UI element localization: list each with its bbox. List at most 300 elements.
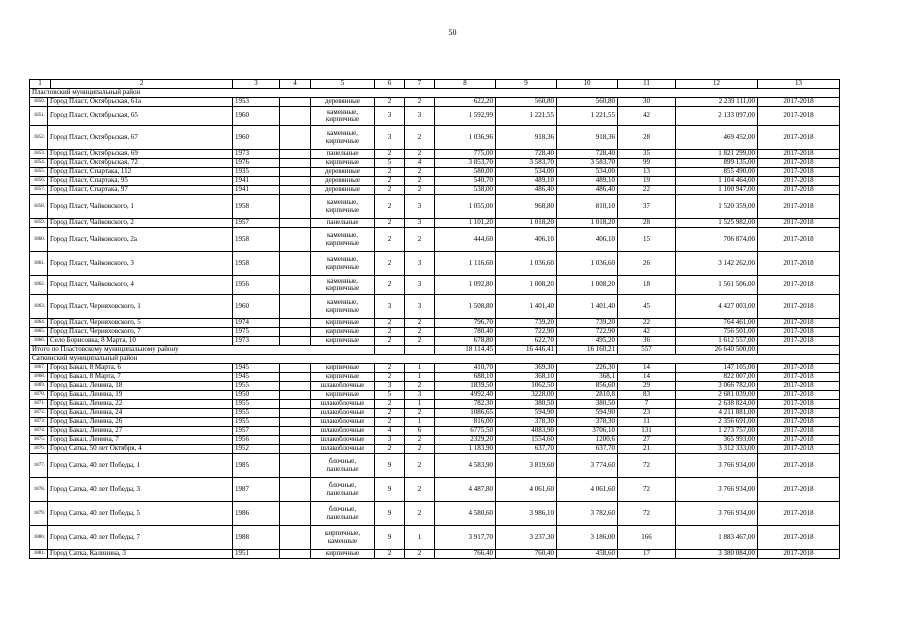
cell-period: 2017-2018 [758,502,840,526]
cell-period: 2017-2018 [758,427,840,436]
cell-living-area: 3 819,60 [496,454,557,478]
cell-period: 2017-2018 [758,195,840,219]
cell-floors: 3 [375,126,405,150]
cell-total-area: 3 853,70 [435,159,496,168]
table-row [30,478,840,502]
cell-cost: 1 520 359,00 [676,195,758,219]
cell-living-area: 4 061,60 [496,478,557,502]
cell-wall-material: блочные, панельные [311,454,375,478]
table-row [30,177,840,186]
cell-owned-area: 1 401,40 [557,295,618,319]
cell-col4 [280,337,311,346]
cell-owned-area: 368,1 [557,373,618,382]
cell-cost: 3 066 782,00 [676,382,758,391]
cell-floors: 5 [375,159,405,168]
cell-cost: 3 142 262,00 [676,252,758,276]
cell-row-number: 1868. [30,373,48,382]
cell-floors: 9 [375,478,405,502]
cell-cost: 822 007,00 [676,373,758,382]
table-row [30,526,840,550]
cell-residents: 28 [618,219,676,228]
table-row [30,364,840,373]
cell-entrances: 3 [405,219,435,228]
cell-year: 1958 [233,228,280,252]
table-row [30,400,840,409]
cell-address: Город Бакал, Ленина, 26 [48,418,233,427]
cell-period: 2017-2018 [758,168,840,177]
cell-year: 1957 [233,427,280,436]
cell-year: 1953 [233,98,280,107]
cell-cost: 855 490,00 [676,168,758,177]
cell-residents: 14 [618,364,676,373]
cell-living-area: 16 446,41 [496,346,557,355]
cell-row-number: 1872. [30,409,48,418]
cell-wall-material: шлакоблочные [311,436,375,445]
cell-period: 2017-2018 [758,337,840,346]
cell-floors: 2 [375,177,405,186]
cell-living-area: 489,10 [496,177,557,186]
cell-period: 2017-2018 [758,150,840,159]
section-title: Пластовский муниципальный район [30,89,840,98]
cell-residents: 36 [618,337,676,346]
cell-living-area: 3 237,30 [496,526,557,550]
cell-wall-material: шлакоблочные [311,382,375,391]
cell-residents: 29 [618,382,676,391]
cell-residents: 21 [618,445,676,454]
cell-wall-material: шлакоблочные [311,427,375,436]
cell-owned-area: 1 036,60 [557,252,618,276]
cell-cost: 1 821 299,00 [676,150,758,159]
cell-total-area: 780,40 [435,328,496,337]
cell-cost: 3 766 934,00 [676,502,758,526]
cell-residents: 166 [618,526,676,550]
cell-residents: 35 [618,150,676,159]
housing-table [29,79,840,559]
cell-total-area: 4 580,60 [435,502,496,526]
cell-floors: 2 [375,364,405,373]
header-cell: 11 [618,80,676,89]
cell-entrances: 2 [405,319,435,328]
cell-floors: 2 [375,276,405,295]
cell-wall-material: каменные, кирпичные [311,107,375,126]
cell-floors: 2 [375,373,405,382]
cell-owned-area: 560,80 [557,98,618,107]
cell-floors: 2 [375,328,405,337]
cell-year: 1985 [233,454,280,478]
cell-living-area: 1062,50 [496,382,557,391]
cell-year: 1950 [233,391,280,400]
cell-col4 [280,159,311,168]
cell-total-area: 1 101,20 [435,219,496,228]
cell-address: Город Бакал, Ленина, 18 [48,382,233,391]
cell-residents: 13 [618,168,676,177]
cell-col4 [280,427,311,436]
cell-living-area: 728,40 [496,150,557,159]
cell-entrances: 2 [405,337,435,346]
cell-wall-material: каменные, кирпичные [311,126,375,150]
cell-entrances: 2 [405,98,435,107]
cell-wall-material: каменные, кирпичные [311,252,375,276]
cell-residents: 30 [618,98,676,107]
table-row [30,98,840,107]
cell-wall-material: деревянные [311,177,375,186]
cell-living-area: 3 583,70 [496,159,557,168]
header-cell: 10 [557,80,618,89]
cell-owned-area: 495,20 [557,337,618,346]
table-row [30,409,840,418]
cell-wall-material: блочные, панельные [311,502,375,526]
cell-row-number: 1876. [30,445,48,454]
cell-floors: 2 [375,319,405,328]
cell-col4 [280,186,311,195]
cell-floors: 2 [375,445,405,454]
cell-address: Город Бакал, Ленина, 24 [48,409,233,418]
cell-address: Город Сатка, 40 лет Победы, 1 [48,454,233,478]
cell-living-area: 534,00 [496,168,557,177]
section-row [30,355,840,364]
table-row [30,159,840,168]
cell-year: 1955 [233,409,280,418]
table-row [30,328,840,337]
cell-living-area: 1 008,20 [496,276,557,295]
cell-row-number: 1870. [30,391,48,400]
cell-living-area: 760,40 [496,550,557,559]
cell-row-number: 1855. [30,168,48,177]
cell-total-area: 1 055,00 [435,195,496,219]
cell-entrances: 1 [405,364,435,373]
cell-cost: 3 380 084,00 [676,550,758,559]
cell-entrances: 2 [405,550,435,559]
cell-living-area: 1 401,40 [496,295,557,319]
cell-address: Село Борисовка, 8 Марта, 10 [48,337,233,346]
cell-total-area: 540,70 [435,177,496,186]
cell-total-area: 622,20 [435,98,496,107]
total-label: Итого по Пластовскому муниципальному району [30,346,375,355]
cell-living-area: 3 986,10 [496,502,557,526]
cell-cost: 3 766 934,00 [676,478,758,502]
cell-cost: 2 239 111,00 [676,98,758,107]
cell-entrances: 2 [405,445,435,454]
cell-address: Город Бакал, Ленина, 22 [48,400,233,409]
cell-living-area: 1 018,20 [496,219,557,228]
cell-entrances: 2 [405,436,435,445]
cell-period: 2017-2018 [758,550,840,559]
cell-address: Город Пласт, Черняховского, 7 [48,328,233,337]
cell-row-number: 1881. [30,550,48,559]
header-cell: 3 [233,80,280,89]
cell-wall-material: каменные, кирпичные [311,195,375,219]
cell-col4 [280,445,311,454]
cell-col4 [280,219,311,228]
cell-year: 1960 [233,126,280,150]
cell-col4 [280,391,311,400]
table-row [30,436,840,445]
cell-col4 [280,228,311,252]
cell-total-area: 775,00 [435,150,496,159]
cell-residents: 14 [618,373,676,382]
cell-wall-material: деревянные [311,186,375,195]
cell-total-area: 1086,65 [435,409,496,418]
cell-period: 2017-2018 [758,107,840,126]
cell-floors: 2 [375,409,405,418]
table-row [30,150,840,159]
cell-cost: 2 356 691,00 [676,418,758,427]
cell-col4 [280,252,311,276]
cell-total-area: 444,60 [435,228,496,252]
cell-row-number: 1863. [30,295,48,319]
table-row [30,337,840,346]
cell-cost: 1 100 947,00 [676,186,758,195]
cell-period: 2017-2018 [758,409,840,418]
cell-entrances [405,346,435,355]
cell-period: 2017-2018 [758,526,840,550]
cell-period: 2017-2018 [758,219,840,228]
cell-living-area: 1 036,60 [496,252,557,276]
cell-residents: 131 [618,427,676,436]
cell-total-area: 18 114,45 [435,346,496,355]
cell-residents: 99 [618,159,676,168]
table-row [30,319,840,328]
cell-cost: 4 211 881,00 [676,409,758,418]
cell-residents: 72 [618,478,676,502]
cell-residents: 557 [618,346,676,355]
cell-col4 [280,364,311,373]
cell-row-number: 1854. [30,159,48,168]
cell-period: 2017-2018 [758,364,840,373]
cell-living-area: 722,90 [496,328,557,337]
cell-col4 [280,295,311,319]
cell-owned-area: 486,40 [557,186,618,195]
header-cell: 8 [435,80,496,89]
cell-entrances: 2 [405,502,435,526]
cell-period: 2017-2018 [758,454,840,478]
cell-cost: 1 273 757,00 [676,427,758,436]
cell-col4 [280,373,311,382]
cell-period: 2017-2018 [758,126,840,150]
cell-floors: 9 [375,526,405,550]
cell-row-number: 1866. [30,337,48,346]
cell-entrances: 2 [405,382,435,391]
cell-cost: 2 681 039,00 [676,391,758,400]
cell-wall-material: блочные, панельные [311,478,375,502]
cell-floors: 2 [375,168,405,177]
cell-address: Город Пласт, Октябрьская, 65 [48,107,233,126]
cell-year: 1973 [233,337,280,346]
cell-year: 1958 [233,195,280,219]
cell-entrances: 1 [405,526,435,550]
table-row [30,252,840,276]
cell-cost: 469 452,00 [676,126,758,150]
table-row [30,228,840,252]
table-row [30,373,840,382]
cell-year: 1988 [233,526,280,550]
cell-address: Город Пласт, Октябрьская, 61а [48,98,233,107]
cell-row-number: 1853. [30,150,48,159]
cell-total-area: 580,00 [435,168,496,177]
cell-cost: 706 874,00 [676,228,758,252]
cell-entrances: 2 [405,409,435,418]
cell-floors: 4 [375,427,405,436]
cell-residents: 17 [618,550,676,559]
cell-entrances: 2 [405,177,435,186]
cell-entrances: 6 [405,427,435,436]
cell-living-area: 4083,90 [496,427,557,436]
cell-living-area: 1554,60 [496,436,557,445]
table-row [30,382,840,391]
cell-entrances: 2 [405,478,435,502]
cell-floors: 2 [375,418,405,427]
table-row [30,295,840,319]
cell-floors: 2 [375,219,405,228]
cell-address: Город Сатка, 40 лет Победы, 3 [48,478,233,502]
cell-residents: 72 [618,502,676,526]
cell-year: 1951 [233,550,280,559]
cell-residents: 27 [618,436,676,445]
cell-address: Город Сатка, 50 лет Октября, 4 [48,445,233,454]
cell-period: 2017-2018 [758,276,840,295]
cell-wall-material: шлакоблочные [311,400,375,409]
cell-year: 1935 [233,168,280,177]
cell-entrances: 3 [405,107,435,126]
cell-living-area: 560,80 [496,98,557,107]
cell-year: 1957 [233,219,280,228]
cell-period: 2017-2018 [758,400,840,409]
cell-total-area: 2329,20 [435,436,496,445]
cell-owned-area: 739,20 [557,319,618,328]
cell-residents: 45 [618,295,676,319]
cell-wall-material: каменные, кирпичные [311,276,375,295]
section-row [30,89,840,98]
cell-owned-area: 1 018,20 [557,219,618,228]
cell-cost: 764 461,00 [676,319,758,328]
cell-living-area: 486,40 [496,186,557,195]
cell-period: 2017-2018 [758,252,840,276]
cell-wall-material: шлакоблочные [311,445,375,454]
cell-period: 2017-2018 [758,373,840,382]
cell-period: 2017-2018 [758,295,840,319]
header-cell: 13 [758,80,840,89]
cell-residents: 42 [618,328,676,337]
header-cell: 9 [496,80,557,89]
cell-address: Город Пласт, Чайковского, 1 [48,195,233,219]
cell-address: Город Пласт, Спартака, 112 [48,168,233,177]
cell-row-number: 1862. [30,276,48,295]
cell-cost: 1 104 464,00 [676,177,758,186]
cell-floors: 2 [375,400,405,409]
cell-floors: 2 [375,252,405,276]
cell-row-number: 1851. [30,107,48,126]
cell-address: Город Пласт, Черняховского, 5 [48,319,233,328]
cell-owned-area: 810,10 [557,195,618,219]
cell-total-area: 1 116,60 [435,252,496,276]
cell-living-area: 918,36 [496,126,557,150]
cell-owned-area: 1 221,55 [557,107,618,126]
cell-floors: 9 [375,502,405,526]
cell-year: 1955 [233,418,280,427]
cell-row-number: 1859. [30,219,48,228]
cell-owned-area: 1 008,20 [557,276,618,295]
cell-owned-area: 3 186,00 [557,526,618,550]
table-row [30,502,840,526]
cell-row-number: 1860. [30,228,48,252]
table-row [30,126,840,150]
cell-wall-material: кирпичные [311,328,375,337]
cell-period: 2017-2018 [758,177,840,186]
cell-row-number: 1865. [30,328,48,337]
header-cell: 7 [405,80,435,89]
cell-total-area: 1 592,99 [435,107,496,126]
cell-year: 1973 [233,150,280,159]
cell-owned-area: 1200,6 [557,436,618,445]
cell-living-area: 968,80 [496,195,557,219]
table-row [30,418,840,427]
cell-address: Город Пласт, Черняховского, 1 [48,295,233,319]
cell-col4 [280,328,311,337]
cell-wall-material: кирпичные, каменные [311,526,375,550]
cell-wall-material: кирпичные [311,391,375,400]
cell-residents: 37 [618,195,676,219]
cell-entrances: 2 [405,454,435,478]
cell-address: Город Сатка, 40 лет Победы, 5 [48,502,233,526]
cell-floors: 3 [375,107,405,126]
cell-row-number: 1875. [30,436,48,445]
cell-entrances: 3 [405,252,435,276]
cell-residents: 15 [618,228,676,252]
cell-year: 1975 [233,328,280,337]
cell-floors: 2 [375,150,405,159]
cell-wall-material: шлакоблочные [311,409,375,418]
cell-year: 1976 [233,159,280,168]
cell-cost: 1 525 982,00 [676,219,758,228]
cell-total-area: 4 487,80 [435,478,496,502]
cell-cost: 1 561 506,00 [676,276,758,295]
cell-row-number: 1858. [30,195,48,219]
cell-total-area: 538,00 [435,186,496,195]
cell-year: 1987 [233,478,280,502]
cell-year: 1956 [233,436,280,445]
cell-row-number: 1856. [30,177,48,186]
cell-row-number: 1880. [30,526,48,550]
cell-row-number: 1864. [30,319,48,328]
cell-col4 [280,502,311,526]
cell-total-area: 796,70 [435,319,496,328]
cell-wall-material: каменные, кирпичные [311,295,375,319]
cell-period: 2017-2018 [758,382,840,391]
cell-address: Город Пласт, Чайковского, 3 [48,252,233,276]
cell-living-area: 406,10 [496,228,557,252]
cell-entrances: 3 [405,295,435,319]
cell-address: Город Пласт, Октябрьская, 69 [48,150,233,159]
cell-floors [375,346,405,355]
cell-residents: 7 [618,400,676,409]
table-body [30,80,840,559]
cell-owned-area: 856,60 [557,382,618,391]
cell-year: 1956 [233,276,280,295]
cell-period: 2017-2018 [758,328,840,337]
cell-living-area: 594,90 [496,409,557,418]
cell-row-number: 1878. [30,478,48,502]
cell-total-area: 816,00 [435,418,496,427]
cell-year: 1945 [233,364,280,373]
cell-col4 [280,409,311,418]
cell-total-area: 678,80 [435,337,496,346]
cell-row-number: 1871. [30,400,48,409]
table-row [30,427,840,436]
cell-wall-material: панельные [311,150,375,159]
table-row [30,168,840,177]
cell-total-area: 782,30 [435,400,496,409]
cell-year: 1960 [233,295,280,319]
